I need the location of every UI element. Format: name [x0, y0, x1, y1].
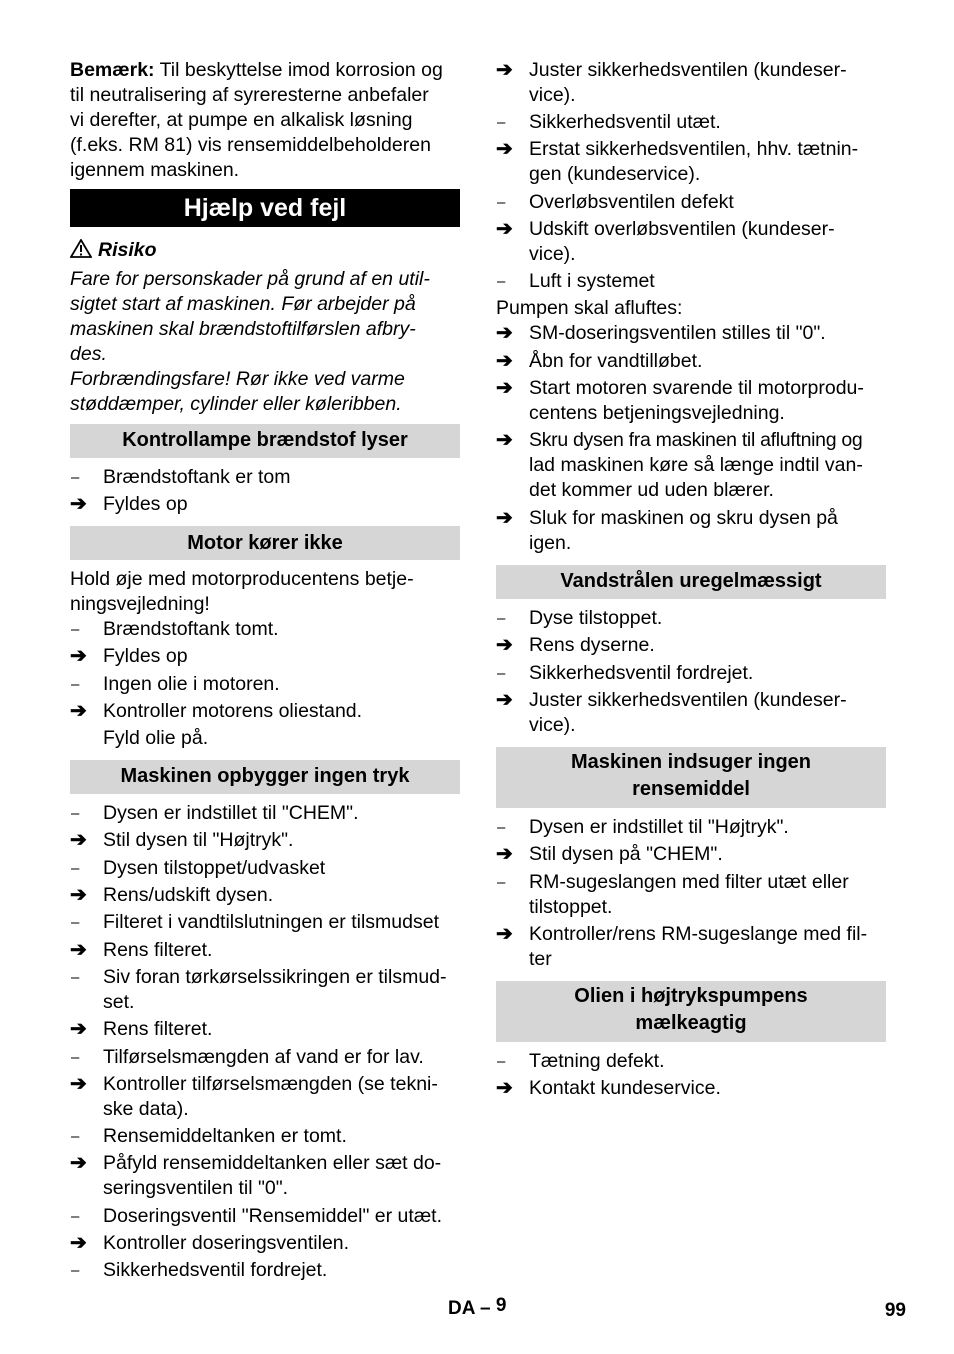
dash-marker: – [71, 969, 80, 986]
arrow-right-icon: ➔ [70, 700, 87, 722]
dash-marker: – [71, 1262, 80, 1279]
arrow-right-icon: ➔ [496, 138, 513, 160]
section-heading-vandstraalen: Vandstrålen uregelmæssigt [496, 565, 886, 599]
note-line: til neutralisering af syreresterne anbefaler [70, 84, 429, 106]
page-number: 99 [884, 1300, 906, 1321]
risk-text: støddæmper, cylinder eller køleribben. [70, 393, 402, 415]
arrow-right-icon: ➔ [70, 645, 87, 667]
dash-marker: – [497, 114, 506, 131]
dash-marker: – [497, 819, 506, 836]
footer-section-label: DA – 9 [448, 1295, 507, 1319]
dash-marker: – [497, 194, 506, 211]
note-line: igennem maskinen. [70, 159, 240, 181]
arrow-right-icon: ➔ [496, 429, 513, 451]
risk-text: des. [70, 343, 107, 365]
arrow-right-icon: ➔ [496, 377, 513, 399]
note-line: Bemærk: Til beskyttelse imod korrosion og [70, 59, 443, 81]
arrow-right-icon: ➔ [70, 1018, 87, 1040]
dash-marker: – [71, 676, 80, 693]
section-heading-kontrollampe: Kontrollampe brændstof lyser [70, 424, 460, 458]
dash-marker: – [497, 665, 506, 682]
dash-marker: – [497, 874, 506, 891]
arrow-right-icon: ➔ [70, 493, 87, 515]
dash-marker: – [71, 469, 80, 486]
arrow-right-icon: ➔ [496, 689, 513, 711]
section-heading-tryk: Maskinen opbygger ingen tryk [70, 760, 460, 794]
warning-triangle-icon [70, 239, 92, 258]
section-heading-olien: Olien i højtrykspumpens mælkeagtig [496, 981, 886, 1042]
section-intro: ningsvejledning! [70, 593, 210, 615]
arrow-right-icon: ➔ [496, 634, 513, 656]
note-label: Bemærk: [70, 59, 155, 81]
arrow-right-icon: ➔ [496, 1077, 513, 1099]
arrow-right-icon: ➔ [496, 923, 513, 945]
dash-marker: – [71, 621, 80, 638]
bleed-intro: Pumpen skal afluftes: [496, 297, 683, 319]
dash-marker: – [497, 610, 506, 627]
note-line: (f.eks. RM 81) vis rensemiddelbeholderen [70, 134, 431, 156]
dash-marker: – [497, 273, 506, 290]
risk-heading [70, 238, 157, 263]
arrow-right-icon: ➔ [70, 1232, 87, 1254]
dash-marker: – [71, 914, 80, 931]
arrow-right-icon: ➔ [70, 939, 87, 961]
risk-label: Risiko [98, 239, 157, 261]
arrow-right-icon: ➔ [496, 59, 513, 81]
arrow-right-icon: ➔ [496, 218, 513, 240]
arrow-right-icon: ➔ [496, 507, 513, 529]
dash-marker: – [71, 1049, 80, 1066]
section-heading-motor: Motor kører ikke [70, 526, 460, 560]
dash-marker: – [71, 1208, 80, 1225]
risk-text: maskinen skal brændstoftilførslen afbry- [70, 318, 416, 340]
risk-text: Fare for personskader på grund af en util- [70, 268, 430, 290]
risk-text: sigtet start af maskinen. Før arbejder på [70, 293, 416, 315]
section-intro: Hold øje med motorproducentens betje- [70, 568, 414, 590]
dash-marker: – [71, 1128, 80, 1145]
dash-marker: – [71, 805, 80, 822]
section-heading-rensemiddel: Maskinen indsuger ingen rensemiddel [496, 747, 886, 808]
arrow-right-icon: ➔ [70, 1073, 87, 1095]
arrow-right-icon: ➔ [70, 1152, 87, 1174]
note-line: vi derefter, at pumpe en alkalisk løsning [70, 109, 413, 131]
risk-text: Forbrændingsfare! Rør ikke ved varme [70, 368, 405, 390]
arrow-right-icon: ➔ [496, 350, 513, 372]
dash-marker: – [71, 860, 80, 877]
dash-marker: – [497, 1053, 506, 1070]
arrow-right-icon: ➔ [70, 884, 87, 906]
page-title: Hjælp ved fejl [70, 189, 460, 227]
arrow-right-icon: ➔ [496, 843, 513, 865]
arrow-right-icon: ➔ [70, 829, 87, 851]
arrow-right-icon: ➔ [496, 322, 513, 344]
